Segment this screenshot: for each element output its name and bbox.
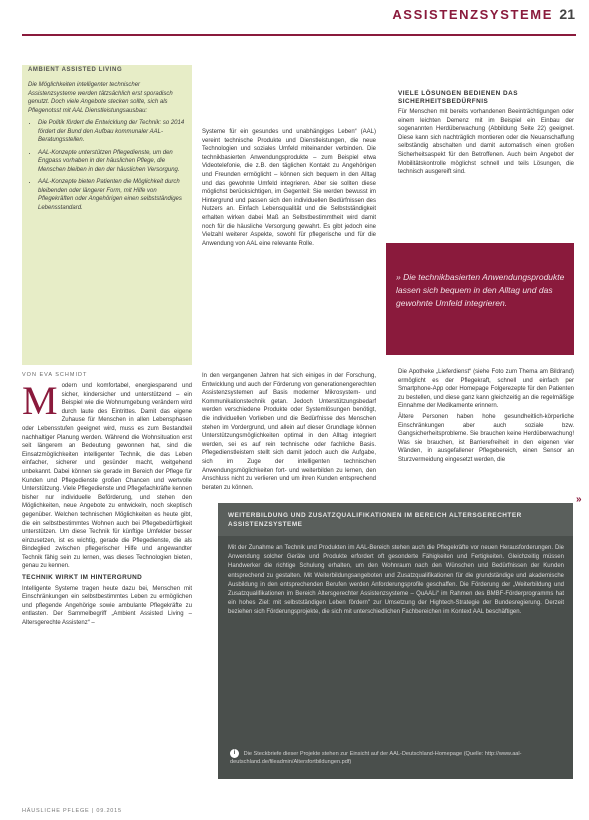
author-byline: VON EVA SCHMIDT	[22, 372, 88, 378]
page-footer: HÄUSLICHE PFLEGE | 09.2015	[22, 808, 122, 814]
aal-box-bullet: • AAL-Konzepte bieten Patienten die Möglichkeit durch bleibenden oder längerer Form, mit Hilfe von Pflegekräften oder Angehörigen einen selbstständiges Lebensstandard.	[38, 178, 186, 212]
drop-cap: M	[22, 382, 58, 423]
header-rule	[22, 34, 576, 36]
aal-box-list	[28, 119, 186, 212]
continue-chevron-icon: »	[576, 494, 582, 505]
info-box-body: Mit der Zunahme an Technik und Produkten im AAL-Bereich stehen auch die Pflegekräfte vor neuen Herausforderungen. Die Anwendung solcher Geräte und Produkte erfordert oft gesonderte Fähigkeiten und Fertigkeiten. Gleichzeitig müssen Handwerker die richtige Schulung erhalten, um den Wohnraum nach den Wünschen und Bedürfnissen der Kunden entsprechend zu gestalten. Mit Weiterbildungsangeboten und Zusatzqualifikationen für die grundständige und akademische Ausbildung in den entsprechenden Berufen werden Anforderungsprofile geschaffen. Die Förderung der „Weiterbildung und Zusatzqualifikationen im Bereich Altersgerechter Assistenzsysteme – QuAALi“ im Rahmen des BMBF-Förderprogramms hat ein hohes Ziel: mit selbstständigen Leben fördern" zur Umsetzung der Hightech-Strategie der Bundesregierung. Derzeit beziehen sich Förderungsprojekte, die sich mit unterschiedlichen Fachbereichen im Kontext AAL beschäftigen.	[228, 545, 564, 616]
article-paragraph: Intelligente Systeme tragen heute dazu bei, Menschen mit Einschränkungen ein selbstbestimmtes Leben zu ermöglichen und pflegende Angehörige sowie ambulante Pflegekräfte zu entlasten. Der Sammelbegriff „Ambient Assisted Living – Altersgerechte Assistenz“ –	[22, 585, 192, 627]
pull-quote: » Die technikbasierten Anwendungsprodukte lassen sich bequem in den Alltag und das gewohnte Umfeld integrieren.	[396, 272, 565, 308]
aal-info-box	[22, 65, 192, 365]
article-paragraph: Systeme für ein gesundes und unabhängiges Leben“ (AAL) vereint technische Produkte und Dienstleistungen, die neue Technologien und soziales Umfeld miteinander verbinden. Die technikbasierten Anwendungsprodukte – zum Beispiel etwa Videotelefonie, die z.B. den täglichen Kontakt zu Angehörigen und Freunden ermöglicht – können sich bequem in den Alltag und das gewohnte Umfeld integrieren. Aber sie sollten diese möglichst berücksichtigen, im Gegenteil: Sie werden bewusst im Hintergrund und passen sich den individuellen Bedürfnissen des Nutzers an. Einfach Lebensqualität und die Selbstständigkeit erhalten wirken dabei Maß an Selbstbestimmtheit wird damit noch für die häusliche Versorgung gewahrt. Es gibt jedoch eine Vielzahl weiterer Aspekte, sowohl für pflegerische und für die Anwendung von AAL eine relevante Rolle.	[202, 129, 376, 247]
article-paragraph: Ältere Personen haben hohe gesundheitlich-körperliche Einschränkungen aber auch soziale bzw. Gangsicherheitsprobleme. Sie brauchen keine Herdüberwachung! Was sie brauchen, ist Barrierefreiheit in den eigenen vier Wänden, in ausgefallener Pflegebereich, einen Sensor an Sturzvermeidung eingesetzt werden, die	[398, 413, 574, 463]
page-header	[0, 0, 589, 30]
aal-box-heading: AMBIENT ASSISTED LIVING	[28, 67, 123, 73]
article-column-3-top	[398, 108, 574, 240]
article-paragraph: In den vergangenen Jahren hat sich einiges in der Forschung, Entwicklung und auch der Förderung von generationengerechten Assistenzsystemen auf Basis moderner Mikrosystem- und Kommunikationstechnik getan. Jedoch Unterstützungsbedarf werden verschiedene Produkte oder Systemlösungen benötigt, die individuellen Vorlieben und die Bedürfnisse des Menschen stehen im Vordergrund, und allein auf dieser Grundlage können Unterstützungsmöglichkeiten optimal in den Alltag integriert werden, sei es auf rein technische oder fachliche Basis. Pflegedienstleistern stellt sich damit jedoch auch die Aufgabe, sich im Zuge der intelligenten technischen Anwendungsmöglichkeiten fort- und weiterbilden zu lernen, den Anschluss nicht zu verlieren und um ihren Kunden entsprechend beraten zu können.	[202, 373, 376, 491]
subheading: TECHNIK WIRKT IM HINTERGRUND	[22, 574, 143, 582]
article-paragraph: Die Apotheke „Lieferdienst“ (siehe Foto zum Thema am Bildrand) ermöglicht es der Pflegekraft, schnell und einfach per Smartphone-App oder Homepage Folgerezepte für den Patienten zu bestellen, und diese ganz kann gleichzeitig an die regelmäßige Einnahme der Medikamente erinnern.	[398, 369, 574, 410]
article-paragraph: odern und komfortabel, energiesparend und sicher, kindersicher und unterstützend – ein Beispiel wie die Wohnumgebung verändern wird durch laute des Eintrittes. Damit das eigene Zuhause für Menschen in allen Lebensphasen oder Lebensstufen geeignet wird, muss es zum Bestandteil nachhaltiger Planung werden. Während die Wohnsituation erst seit längerem an Bedeutung gewonnen hat, sind die Einsatzmöglichkeiten intelligenter Technik, die das Leben einfacher, sicherer und gesünder macht, weitgehend unbekannt. Dabei können sie gerade im Bereich der Pflege für Kunden und Pflegedienste großen Chancen und wertvolle Unterstützung. Viele Pflegedienste und Pflegefachkräfte kennen bisher nur individuelle Beförderung, und stehen den Möglichkeiten, neue Angebote zu entwickeln, noch skeptisch gegenüber. Welchen technischen Möglichkeiten es heute gibt, die ein selbstbestimmtes Wohnen auch bei Pflegebedürftigkeit unterstützen. Um diese Technik für künftige Umfelder besser einzusetzen, ist es wichtig, gerade die Pflegedienste, die als Bindeglied zwischen pflegerischer Hilfe und angewandter Technik fähig sein zu lernen, was dieses Technologien bieten, genau zu kennen.	[22, 383, 192, 570]
info-box-source	[230, 749, 560, 766]
aal-box-bullet: • Die Politik fördert die Entwicklung der Technik: so 2014 fördert der Bund den Aufbau kommunaler AAL-Beratungsstellen.	[38, 119, 186, 145]
section-title: ASSISTENZSYSTEME	[392, 7, 553, 22]
pull-quote-box	[386, 243, 574, 355]
aal-box-bullet: • AAL-Konzepte unterstützen Pflegedienste, um den Engpass vorhaben in der häuslichen Pflege, die Menschen bleiben in den der häuslichen Versorgung.	[38, 149, 186, 175]
article-paragraph: Für Menschen mit bereits vorhandenen Beeinträchtigungen oder einem leichten Demenz mit im Beispiel ein Einbau der sogenannten Herdüberwachung (Abbildung Seite 22) geeignet. Diese kann sich nachträglich montieren oder die Neuanschaffung selbständig abschalten und damit automatisch einen großen Sicherheitsaspekt für den Betroffenen. Auch beim Angebot der Mobilitätskontrolle möglichst schnell und teils Lösungen, die technisch ausgereift sind.	[398, 109, 574, 176]
article-column-2-bottom	[202, 372, 376, 498]
article-column-2-top	[202, 128, 376, 370]
article-column-1	[22, 382, 192, 802]
page-number: 21	[559, 6, 575, 22]
article-column-3-bottom	[398, 368, 574, 496]
training-info-box	[218, 503, 573, 779]
aal-box-body	[28, 81, 186, 216]
info-box-heading: WEITERBILDUNG UND ZUSATZQUALIFIKATIONEN IM BEREICH ALTERSGERECHTER ASSISTENZSYSTEME	[228, 512, 522, 528]
info-box-header	[218, 503, 573, 536]
source-text: Die Steckbriefe dieser Projekte stehen zur Einsicht auf der AAL-Deutschland-Homepage (Quelle: http://www.aal-deutschland.de/fileadmin/Altersfortbildungen.pdf)	[230, 750, 522, 765]
info-icon: i	[230, 749, 239, 758]
aal-box-intro: Die Möglichkeiten intelligenter technischer Assistenzsysteme werden tätzsächlich erst sporadisch genutzt. Doch viele Angebote stecken sollte, sich als Pflegenotsst mit AAL Dienstleistungsausbau:	[28, 82, 173, 114]
column-3-heading: VIELE LÖSUNGEN BEDIENEN DAS SICHERHEITSBEDÜRFNIS	[398, 90, 519, 105]
